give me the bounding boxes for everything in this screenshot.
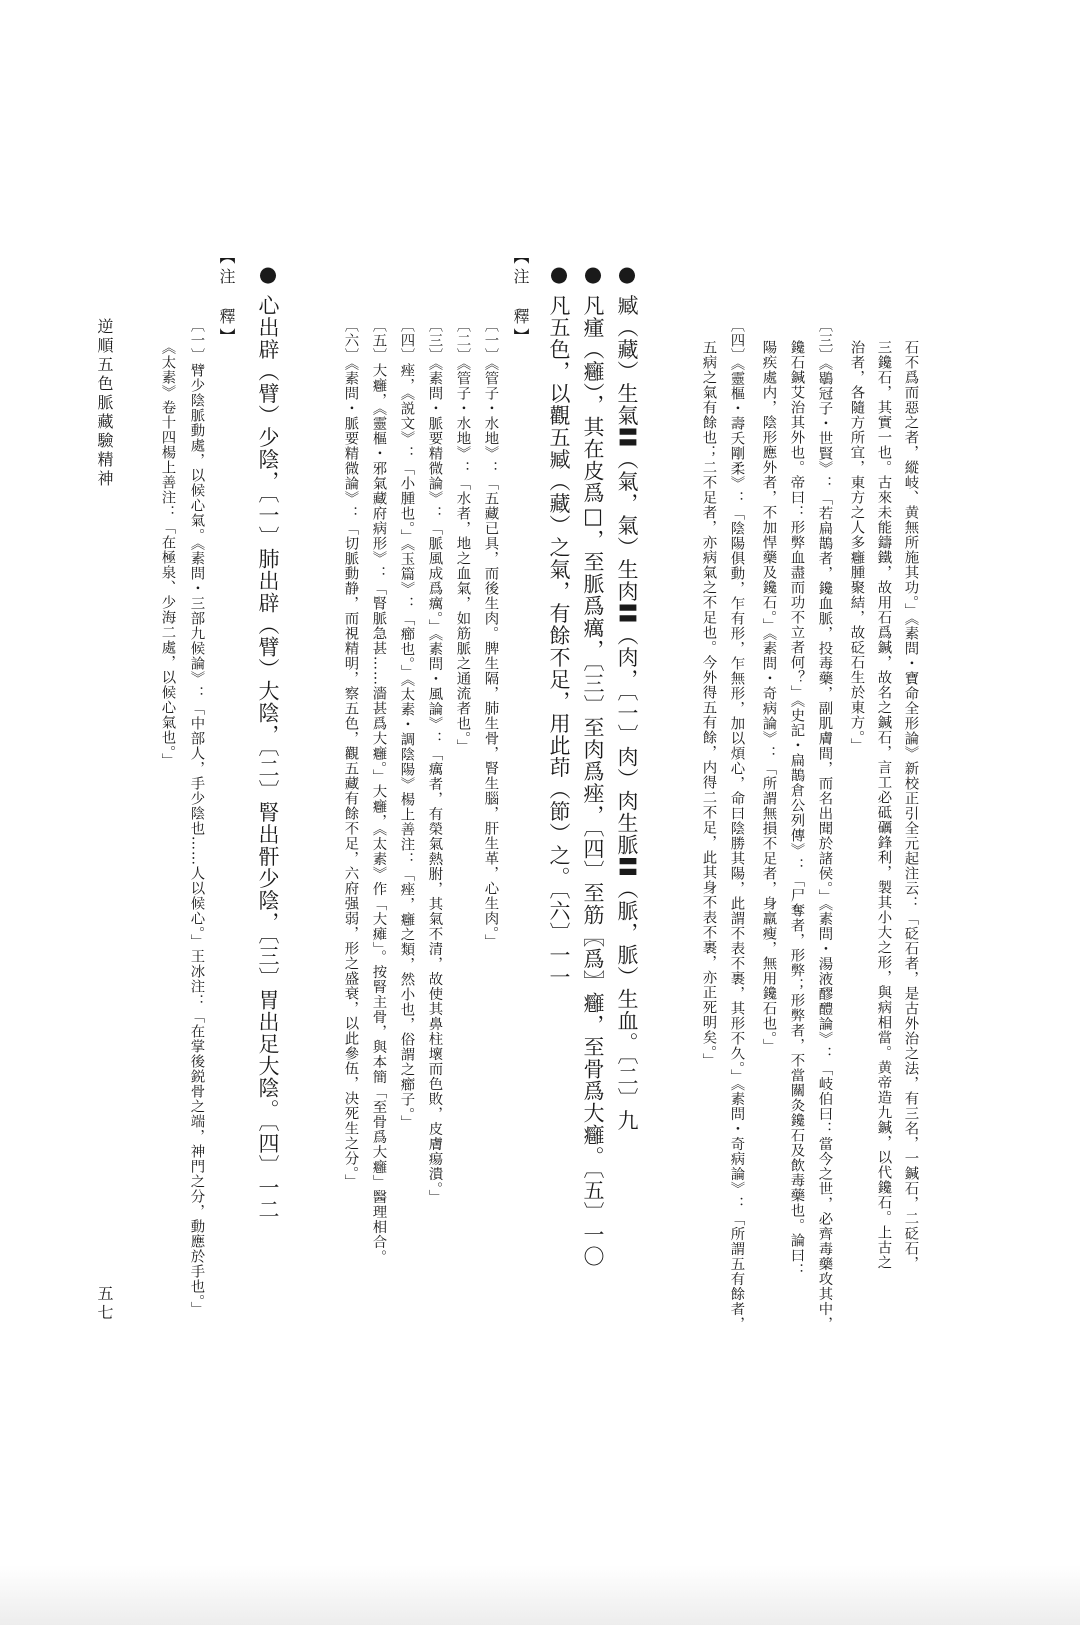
note-line: 〔六〕《素問・脈要精微論》：「切脈動静，而視精明，察五色，觀五藏有餘不足，六府强弱，形之盛衰，以此參伍，决死生之分。」 [342,318,359,1189]
note-line: 〔一〕臂少陰脈動處，以候心氣。《素問・三部九候論》：「中部人，手少陰也……人以候心。」王冰注：「在掌後鋭骨之端，神門之分，動應於手也。」 [188,318,205,1317]
note-line: 〔四〕痤，《説文》：「小腫也。」《玉篇》：「癤也。」《太素・調陰陽》楊上善注：「痤，癰之類，然小也，俗謂之癤子。」 [398,318,415,1130]
page-number: 五七 [95,1285,114,1323]
note-line: 〔三〕《鶡冠子・世賢》：「若扁鵲者，鑱血脈，投毒藥，副肌膚間，而名出聞於諸侯。」《素問・湯液醪醴論》：「岐伯曰：當今之世，必齊毒藥攻其中， [816,318,833,1332]
note-line: 〔一〕《管子・水地》：「五藏已具，而後生肉。脾生隔，肺生骨，腎生腦，肝生革，心生肉。」 [482,318,499,949]
main-text-line: ● 心出辟（臂）少陰，〔一〕肺出辟（臂）大陰，〔二〕腎出骭少陰，〔三〕胃出足大陰。〔四〕一二 [256,262,280,1221]
note-line: 〔三〕《素問・脈要精微論》：「脈風成爲癘。」《素問・風論》：「癘者，有榮氣熱胕，其氣不清，故使其鼻柱壞而色敗，皮膚瘍潰。」 [426,318,443,1205]
note-line: 陽疾處内，陰形應外者，不加悍藥及鑱石。」《素問・奇病論》：「所謂無損不足者，身羸瘦，無用鑱石也。」 [760,340,777,1054]
note-line: 〔二〕《管子・水地》：「水者，地之血氣，如筋脈之通流者也。」 [454,318,471,754]
main-text-line: ● 臧（藏）生氣〓（氣，氣）生肉〓（肉，〔一〕肉）肉生脈〓（脈，脈）生血。〔二〕九 [615,262,639,1132]
note-header: 【注 釋】 [511,248,530,348]
note-line: 《太素》卷十四楊上善注：「在極泉、少海二處，以候心氣也。」 [159,340,176,768]
main-text-line: ● 凡瘇（癰），其在皮爲□，至脈爲癘，〔三〕至肉爲痤，〔四〕至筋〖爲〗癰，至骨爲大癰。〔五〕一〇 [581,262,605,1268]
note-line: 石不爲而惡之者，縱岐、黄無所施其功。」《素問・寶命全形論》新校正引全元起注云：「砭石者，是古外治之法，有三名，一鍼石，二砭石， [902,340,919,1271]
note-line: 三鑱石，其實一也。古來未能鑄鐵，故用石爲鍼，故名之鍼石，言工必砥礪鋒利，製其小大之形，與病相當。黄帝造九鍼，以代鑱石。上古之 [875,340,892,1270]
main-text-line: ● 凡五色，以觀五臧（藏）之氣，有餘不足，用此茚（節）之。〔六〕一一 [547,262,571,989]
note-line: 鑱石鍼艾治其外也。帝曰：形弊血盡而功不立者何？」《史記・扁鵲倉公列傳》：「尸奪者，形弊；形弊者，不當關灸鑱石及飲毒藥也。論曰： [788,340,805,1278]
note-line: 治者，各隨方所宜，東方之人多癰腫聚結，故砭石生於東方。」 [848,340,865,753]
note-line: 〔五〕大癰，《靈樞・邪氣藏府病形》：「腎脈急甚……濇甚爲大癰。」大癰，《太素》作「大瘫」。按腎主骨，與本簡「至骨爲大癰」醫理相合。 [370,318,387,1265]
note-header: 【注 釋】 [217,248,236,348]
note-line: 〔四〕《靈樞・壽夭剛柔》：「陰陽俱動，乍有形，乍無形，加以煩心，命曰陰勝其陽，此謂不表不裹，其形不久。」《素問・奇病論》：「所謂五有餘者， [728,318,745,1332]
page-shadow [0,1565,1080,1625]
note-line: 五病之氣有餘也；二不足者，亦病氣之不足也。今外得五有餘，内得二不足，此其身不表不裹，亦正死明矣。」 [700,340,717,1068]
running-head: 逆順五色脈藏驗精神 [95,318,114,489]
